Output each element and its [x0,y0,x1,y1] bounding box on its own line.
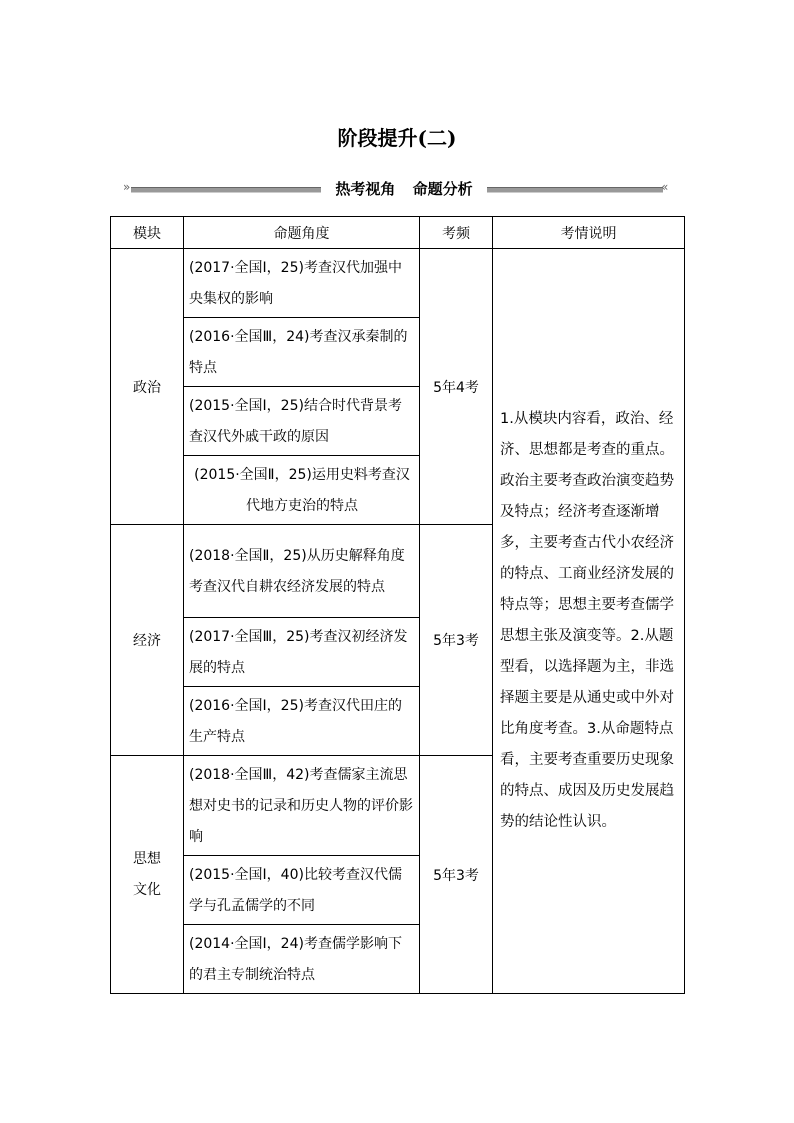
freq-cell: 5年3考 [420,525,493,756]
table-header-row [111,217,685,249]
table-row [111,249,685,318]
banner-bar-right [487,187,663,193]
freq-cell: 5年4考 [420,249,493,525]
angle-cell: (2016·全国Ⅲ，24)考查汉承秦制的特点 [184,318,420,387]
exam-analysis-table [110,216,685,994]
module-name-thought: 思想文化 [133,850,161,898]
banner-part2: 命题分析 [412,180,473,198]
angle-cell: (2016·全国Ⅰ，25)考查汉代田庄的生产特点 [184,687,420,756]
header-angle: 命题角度 [184,217,420,249]
header-module: 模块 [111,217,184,249]
angle-cell: (2018·全国Ⅲ，42)考查儒家主流思想对史书的记录和历史人物的评价影响 [184,756,420,856]
section-banner [115,178,679,204]
double-chevron-right-icon: » [123,180,131,194]
angle-cell: (2014·全国Ⅰ，24)考查儒学影响下的君主专制统治特点 [184,925,420,994]
banner-bar-left [131,187,321,193]
angle-cell: (2017·全国Ⅰ，25)考查汉代加强中央集权的影响 [184,249,420,318]
banner-caption [321,178,487,199]
angle-cell: (2015·全国Ⅰ，40)比较考查汉代儒学与孔孟儒学的不同 [184,856,420,925]
header-description: 考情说明 [493,217,685,249]
freq-cell: 5年3考 [420,756,493,994]
angle-cell: (2015·全国Ⅱ，25)运用史料考查汉代地方吏治的特点 [184,456,420,525]
description-cell: 1.从模块内容看，政治、经济、思想都是考查的重点。政治主要考查政治演变趋势及特点；经济考查逐渐增多，主要考查古代小农经济的特点、工商业经济发展的特点等；思想主要考查儒学思想主张及演变等。2.从题型看，以选择题为主，非选择题主要是从通史或中外对比角度考查。3.从命题特点看，主要考查重要历史现象的特点、成因及历史发展趋势的结论性认识。 [493,249,685,994]
angle-cell: (2018·全国Ⅱ，25)从历史解释角度考查汉代自耕农经济发展的特点 [184,525,420,618]
double-chevron-left-icon: « [661,180,669,194]
header-freq: 考频 [420,217,493,249]
banner-part1: 热考视角 [335,180,396,198]
angle-cell: (2017·全国Ⅲ，25)考查汉初经济发展的特点 [184,618,420,687]
module-cell [111,756,184,994]
module-cell: 政治 [111,249,184,525]
angle-cell: (2015·全国Ⅰ，25)结合时代背景考查汉代外戚干政的原因 [184,387,420,456]
module-cell: 经济 [111,525,184,756]
page-title: 阶段提升(二) [337,126,457,150]
